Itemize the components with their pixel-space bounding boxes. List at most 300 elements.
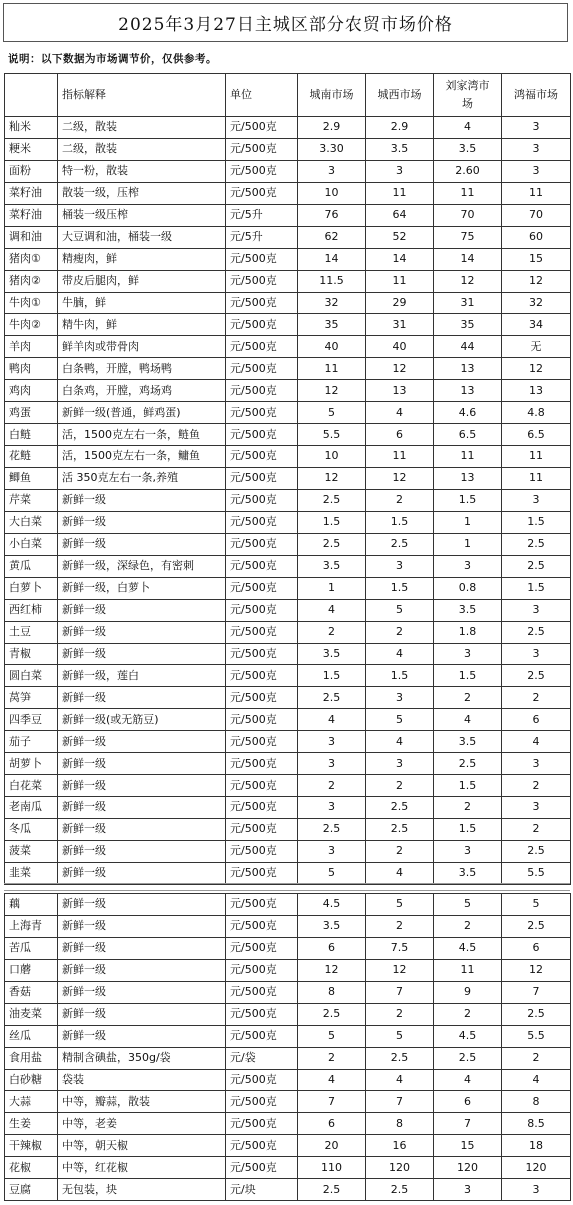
cell-indicator: 散装一级，压榨 (58, 182, 226, 204)
cell-hongfu: 4 (502, 1069, 571, 1091)
cell-chengxi: 7.5 (366, 937, 434, 959)
cell-liujiawan: 1 (434, 533, 502, 555)
cell-item: 西红柿 (5, 599, 58, 621)
cell-chengxi: 3 (366, 160, 434, 182)
cell-chengnan: 4 (298, 599, 366, 621)
cell-unit: 元/500克 (226, 599, 298, 621)
table-row (5, 204, 571, 226)
table-row (5, 182, 571, 204)
cell-chengnan: 3 (298, 160, 366, 182)
cell-unit: 元/500克 (226, 489, 298, 511)
table-row (5, 894, 571, 916)
cell-indicator: 新鲜一级 (58, 1025, 226, 1047)
cell-indicator: 新鲜一级 (58, 599, 226, 621)
header-market-liujiawan-label: 刘家湾市场 (445, 79, 490, 110)
cell-chengnan: 4.5 (298, 894, 366, 916)
cell-item: 调和油 (5, 226, 58, 248)
price-table-continued-body (5, 894, 571, 1201)
cell-hongfu: 12 (502, 358, 571, 380)
cell-chengnan: 7 (298, 1091, 366, 1113)
cell-chengxi: 1.5 (366, 577, 434, 599)
cell-liujiawan: 1.8 (434, 621, 502, 643)
cell-liujiawan: 2.5 (434, 1047, 502, 1069)
cell-chengnan: 2.5 (298, 533, 366, 555)
table-row (5, 358, 571, 380)
cell-indicator: 鲜羊肉或带骨肉 (58, 336, 226, 358)
cell-unit: 元/500克 (226, 1113, 298, 1135)
cell-chengxi: 5 (366, 894, 434, 916)
cell-unit: 元/500克 (226, 533, 298, 555)
cell-chengxi: 120 (366, 1157, 434, 1179)
cell-chengnan: 10 (298, 446, 366, 468)
table-row (5, 533, 571, 555)
cell-indicator: 大豆调和油，桶装一级 (58, 226, 226, 248)
cell-item: 鲫鱼 (5, 468, 58, 490)
cell-indicator: 桶装一级压榨 (58, 204, 226, 226)
cell-unit: 元/500克 (226, 1091, 298, 1113)
table-row (5, 1069, 571, 1091)
cell-unit: 元/500克 (226, 665, 298, 687)
header-market-liujiawan (434, 74, 502, 117)
table-row (5, 336, 571, 358)
cell-chengxi: 11 (366, 270, 434, 292)
cell-hongfu: 2.5 (502, 840, 571, 862)
cell-chengnan: 11.5 (298, 270, 366, 292)
cell-hongfu: 18 (502, 1135, 571, 1157)
table-row (5, 248, 571, 270)
table-row (5, 797, 571, 819)
cell-indicator: 白条鸭，开膛，鸭场鸭 (58, 358, 226, 380)
cell-liujiawan: 14 (434, 248, 502, 270)
table-row (5, 1003, 571, 1025)
cell-chengnan: 76 (298, 204, 366, 226)
cell-chengnan: 2.5 (298, 489, 366, 511)
cell-item: 胡萝卜 (5, 753, 58, 775)
cell-chengxi: 12 (366, 959, 434, 981)
cell-hongfu: 3 (502, 1179, 571, 1201)
cell-chengxi: 2 (366, 621, 434, 643)
cell-item: 土豆 (5, 621, 58, 643)
cell-item: 白花菜 (5, 775, 58, 797)
cell-item: 菠菜 (5, 840, 58, 862)
cell-liujiawan: 3 (434, 1179, 502, 1201)
cell-liujiawan: 3 (434, 840, 502, 862)
cell-liujiawan: 5 (434, 894, 502, 916)
cell-chengxi: 3 (366, 753, 434, 775)
table-row (5, 1135, 571, 1157)
cell-unit: 元/500克 (226, 894, 298, 916)
cell-unit: 元/500克 (226, 117, 298, 139)
cell-unit: 元/块 (226, 1179, 298, 1201)
cell-hongfu: 60 (502, 226, 571, 248)
cell-item: 冬瓜 (5, 819, 58, 841)
table-row (5, 160, 571, 182)
cell-unit: 元/500克 (226, 358, 298, 380)
cell-chengnan: 3 (298, 753, 366, 775)
table-row (5, 643, 571, 665)
cell-hongfu: 11 (502, 182, 571, 204)
cell-indicator: 新鲜一级 (58, 819, 226, 841)
cell-liujiawan: 4.5 (434, 1025, 502, 1047)
cell-chengxi: 52 (366, 226, 434, 248)
cell-item: 四季豆 (5, 709, 58, 731)
table-row (5, 511, 571, 533)
cell-indicator: 袋装 (58, 1069, 226, 1091)
cell-hongfu: 2.5 (502, 915, 571, 937)
table-row (5, 819, 571, 841)
cell-hongfu: 3 (502, 160, 571, 182)
cell-hongfu: 3 (502, 138, 571, 160)
cell-liujiawan: 44 (434, 336, 502, 358)
cell-hongfu: 11 (502, 446, 571, 468)
cell-liujiawan: 1.5 (434, 489, 502, 511)
cell-item: 鸭肉 (5, 358, 58, 380)
cell-item: 鸡肉 (5, 380, 58, 402)
cell-chengnan: 3.5 (298, 643, 366, 665)
cell-chengnan: 2.5 (298, 1003, 366, 1025)
cell-hongfu: 2.5 (502, 665, 571, 687)
cell-chengnan: 62 (298, 226, 366, 248)
cell-indicator: 活，1500克左右一条，鳙鱼 (58, 446, 226, 468)
cell-unit: 元/500克 (226, 709, 298, 731)
cell-indicator: 中等，老姜 (58, 1113, 226, 1135)
cell-unit: 元/500克 (226, 775, 298, 797)
cell-chengnan: 3 (298, 731, 366, 753)
cell-hongfu: 无 (502, 336, 571, 358)
cell-chengnan: 3 (298, 840, 366, 862)
cell-liujiawan: 1.5 (434, 665, 502, 687)
cell-chengxi: 2 (366, 775, 434, 797)
cell-item: 干辣椒 (5, 1135, 58, 1157)
table-row (5, 117, 571, 139)
table-row (5, 380, 571, 402)
cell-unit: 元/500克 (226, 511, 298, 533)
cell-chengnan: 6 (298, 937, 366, 959)
table-row (5, 226, 571, 248)
cell-chengnan: 32 (298, 292, 366, 314)
cell-indicator: 新鲜一级 (58, 937, 226, 959)
cell-item: 猪肉② (5, 270, 58, 292)
cell-liujiawan: 4.6 (434, 402, 502, 424)
cell-item: 菜籽油 (5, 182, 58, 204)
cell-item: 豆腐 (5, 1179, 58, 1201)
cell-unit: 元/500克 (226, 937, 298, 959)
cell-chengxi: 4 (366, 862, 434, 884)
cell-unit: 元/500克 (226, 468, 298, 490)
table-header-row (5, 74, 571, 117)
cell-unit: 元/500克 (226, 981, 298, 1003)
cell-item: 芹菜 (5, 489, 58, 511)
cell-indicator: 新鲜一级 (58, 731, 226, 753)
cell-liujiawan: 2 (434, 687, 502, 709)
table-row (5, 489, 571, 511)
cell-liujiawan: 11 (434, 446, 502, 468)
cell-item: 藕 (5, 894, 58, 916)
cell-hongfu: 5.5 (502, 862, 571, 884)
cell-chengxi: 5 (366, 1025, 434, 1047)
table-row (5, 687, 571, 709)
cell-chengnan: 35 (298, 314, 366, 336)
cell-hongfu: 8.5 (502, 1113, 571, 1135)
cell-hongfu: 1.5 (502, 577, 571, 599)
cell-chengnan: 2.9 (298, 117, 366, 139)
cell-indicator: 精瘦肉，鲜 (58, 248, 226, 270)
cell-indicator: 新鲜一级 (58, 797, 226, 819)
cell-indicator: 新鲜一级 (58, 511, 226, 533)
cell-chengnan: 2.5 (298, 1179, 366, 1201)
cell-chengnan: 12 (298, 468, 366, 490)
cell-liujiawan: 13 (434, 380, 502, 402)
price-table-main (4, 73, 571, 885)
table-row (5, 314, 571, 336)
cell-indicator: 牛腩，鲜 (58, 292, 226, 314)
cell-indicator: 中等，瓣蒜，散装 (58, 1091, 226, 1113)
cell-chengxi: 16 (366, 1135, 434, 1157)
cell-hongfu: 6 (502, 709, 571, 731)
cell-unit: 元/500克 (226, 1135, 298, 1157)
cell-item: 面粉 (5, 160, 58, 182)
header-market-hongfu: 鸿福市场 (502, 74, 571, 117)
cell-unit: 元/500克 (226, 577, 298, 599)
cell-liujiawan: 6.5 (434, 424, 502, 446)
cell-chengnan: 11 (298, 358, 366, 380)
cell-indicator: 新鲜一级 (58, 862, 226, 884)
cell-indicator: 新鲜一级 (58, 687, 226, 709)
cell-chengnan: 3.5 (298, 555, 366, 577)
cell-unit: 元/500克 (226, 182, 298, 204)
cell-indicator: 新鲜一级，白萝卜 (58, 577, 226, 599)
table-row (5, 138, 571, 160)
cell-hongfu: 34 (502, 314, 571, 336)
cell-item: 莴笋 (5, 687, 58, 709)
cell-item: 粳米 (5, 138, 58, 160)
cell-liujiawan: 6 (434, 1091, 502, 1113)
cell-hongfu: 2.5 (502, 621, 571, 643)
cell-liujiawan: 15 (434, 1135, 502, 1157)
page-title: 2025年3月27日主城区部分农贸市场价格 (3, 3, 568, 42)
header-market-chengnan: 城南市场 (298, 74, 366, 117)
cell-unit: 元/500克 (226, 840, 298, 862)
cell-hongfu: 5.5 (502, 1025, 571, 1047)
cell-indicator: 新鲜一级(普通，鲜鸡蛋) (58, 402, 226, 424)
table-row (5, 1113, 571, 1135)
table-row (5, 1047, 571, 1069)
cell-chengnan: 2.5 (298, 819, 366, 841)
cell-chengnan: 12 (298, 380, 366, 402)
cell-liujiawan: 3 (434, 643, 502, 665)
cell-hongfu: 3 (502, 117, 571, 139)
table-row (5, 731, 571, 753)
cell-item: 口蘑 (5, 959, 58, 981)
cell-liujiawan: 1 (434, 511, 502, 533)
cell-unit: 元/500克 (226, 862, 298, 884)
cell-chengxi: 2.5 (366, 533, 434, 555)
cell-item: 大白菜 (5, 511, 58, 533)
cell-chengnan: 1.5 (298, 665, 366, 687)
cell-hongfu: 2 (502, 1047, 571, 1069)
cell-item: 白萝卜 (5, 577, 58, 599)
table-row (5, 665, 571, 687)
cell-item: 圆白菜 (5, 665, 58, 687)
cell-hongfu: 12 (502, 270, 571, 292)
table-row (5, 468, 571, 490)
cell-hongfu: 2.5 (502, 555, 571, 577)
cell-liujiawan: 11 (434, 959, 502, 981)
cell-liujiawan: 2 (434, 1003, 502, 1025)
cell-chengnan: 1 (298, 577, 366, 599)
cell-chengnan: 2 (298, 621, 366, 643)
cell-chengxi: 5 (366, 599, 434, 621)
cell-unit: 元/500克 (226, 1025, 298, 1047)
cell-hongfu: 13 (502, 380, 571, 402)
cell-item: 籼米 (5, 117, 58, 139)
cell-item: 花椒 (5, 1157, 58, 1179)
cell-item: 牛肉① (5, 292, 58, 314)
cell-hongfu: 1.5 (502, 511, 571, 533)
cell-chengnan: 8 (298, 981, 366, 1003)
cell-chengxi: 4 (366, 1069, 434, 1091)
cell-chengxi: 2 (366, 489, 434, 511)
cell-chengxi: 3.5 (366, 138, 434, 160)
cell-unit: 元/500克 (226, 138, 298, 160)
cell-indicator: 新鲜一级(或无筋豆) (58, 709, 226, 731)
cell-unit: 元/500克 (226, 731, 298, 753)
cell-unit: 元/500克 (226, 1157, 298, 1179)
cell-chengxi: 13 (366, 380, 434, 402)
cell-chengxi: 4 (366, 402, 434, 424)
header-market-chengxi: 城西市场 (366, 74, 434, 117)
cell-indicator: 新鲜一级 (58, 643, 226, 665)
cell-chengxi: 7 (366, 1091, 434, 1113)
cell-liujiawan: 0.8 (434, 577, 502, 599)
cell-hongfu: 2 (502, 775, 571, 797)
cell-unit: 元/500克 (226, 797, 298, 819)
table-row (5, 1025, 571, 1047)
cell-indicator: 新鲜一级 (58, 533, 226, 555)
cell-item: 丝瓜 (5, 1025, 58, 1047)
cell-hongfu: 5 (502, 894, 571, 916)
cell-chengxi: 3 (366, 555, 434, 577)
cell-indicator: 新鲜一级 (58, 915, 226, 937)
cell-chengxi: 8 (366, 1113, 434, 1135)
cell-indicator: 二级，散装 (58, 138, 226, 160)
cell-hongfu: 3 (502, 797, 571, 819)
cell-unit: 元/500克 (226, 248, 298, 270)
cell-unit: 元/500克 (226, 336, 298, 358)
cell-item: 牛肉② (5, 314, 58, 336)
cell-chengnan: 5 (298, 862, 366, 884)
cell-chengxi: 2.5 (366, 1047, 434, 1069)
table-row (5, 577, 571, 599)
cell-chengnan: 5 (298, 402, 366, 424)
cell-hongfu: 6 (502, 937, 571, 959)
cell-liujiawan: 13 (434, 468, 502, 490)
cell-unit: 元/500克 (226, 753, 298, 775)
cell-item: 羊肉 (5, 336, 58, 358)
cell-item: 小白菜 (5, 533, 58, 555)
cell-chengxi: 11 (366, 446, 434, 468)
cell-liujiawan: 7 (434, 1113, 502, 1135)
cell-liujiawan: 3.5 (434, 862, 502, 884)
table-row (5, 753, 571, 775)
price-table-main-body (5, 74, 571, 885)
cell-chengxi: 2.5 (366, 797, 434, 819)
cell-item: 菜籽油 (5, 204, 58, 226)
header-item (5, 74, 58, 117)
cell-unit: 元/500克 (226, 959, 298, 981)
cell-chengxi: 64 (366, 204, 434, 226)
disclaimer-note: 说明：以下数据为市场调节价，仅供参考。 (8, 53, 217, 65)
cell-chengnan: 4 (298, 709, 366, 731)
cell-chengnan: 10 (298, 182, 366, 204)
cell-chengxi: 7 (366, 981, 434, 1003)
cell-item: 上海青 (5, 915, 58, 937)
cell-item: 香菇 (5, 981, 58, 1003)
cell-hongfu: 6.5 (502, 424, 571, 446)
table-row (5, 621, 571, 643)
table-row (5, 1157, 571, 1179)
cell-unit: 元/500克 (226, 424, 298, 446)
cell-chengxi: 40 (366, 336, 434, 358)
cell-liujiawan: 2 (434, 915, 502, 937)
table-row (5, 959, 571, 981)
cell-hongfu: 70 (502, 204, 571, 226)
cell-hongfu: 2.5 (502, 533, 571, 555)
cell-indicator: 带皮后腿肉，鲜 (58, 270, 226, 292)
cell-liujiawan: 35 (434, 314, 502, 336)
cell-liujiawan: 4.5 (434, 937, 502, 959)
cell-chengnan: 40 (298, 336, 366, 358)
cell-unit: 元/500克 (226, 402, 298, 424)
cell-liujiawan: 4 (434, 117, 502, 139)
cell-indicator: 新鲜一级 (58, 981, 226, 1003)
cell-item: 生姜 (5, 1113, 58, 1135)
cell-indicator: 新鲜一级，深绿色，有密刺 (58, 555, 226, 577)
cell-item: 食用盐 (5, 1047, 58, 1069)
cell-chengnan: 12 (298, 959, 366, 981)
cell-indicator: 特一粉，散装 (58, 160, 226, 182)
cell-chengxi: 4 (366, 731, 434, 753)
cell-hongfu: 3 (502, 599, 571, 621)
cell-item: 老南瓜 (5, 797, 58, 819)
cell-indicator: 新鲜一级 (58, 489, 226, 511)
cell-indicator: 精牛肉，鲜 (58, 314, 226, 336)
cell-item: 花鲢 (5, 446, 58, 468)
cell-item: 苦瓜 (5, 937, 58, 959)
cell-chengnan: 5.5 (298, 424, 366, 446)
cell-liujiawan: 9 (434, 981, 502, 1003)
cell-unit: 元/500克 (226, 819, 298, 841)
cell-unit: 元/500克 (226, 292, 298, 314)
cell-indicator: 无包装，块 (58, 1179, 226, 1201)
cell-chengnan: 110 (298, 1157, 366, 1179)
cell-liujiawan: 2.5 (434, 753, 502, 775)
cell-unit: 元/5升 (226, 226, 298, 248)
cell-indicator: 新鲜一级 (58, 1003, 226, 1025)
cell-unit: 元/500克 (226, 160, 298, 182)
cell-indicator: 活，1500克左右一条，鲢鱼 (58, 424, 226, 446)
cell-liujiawan: 12 (434, 270, 502, 292)
cell-hongfu: 2 (502, 687, 571, 709)
cell-unit: 元/500克 (226, 446, 298, 468)
cell-indicator: 精制含碘盐，350g/袋 (58, 1047, 226, 1069)
table-row (5, 915, 571, 937)
cell-liujiawan: 11 (434, 182, 502, 204)
cell-indicator: 活 350克左右一条,养殖 (58, 468, 226, 490)
cell-hongfu: 3 (502, 753, 571, 775)
cell-liujiawan: 3.5 (434, 731, 502, 753)
cell-chengnan: 1.5 (298, 511, 366, 533)
